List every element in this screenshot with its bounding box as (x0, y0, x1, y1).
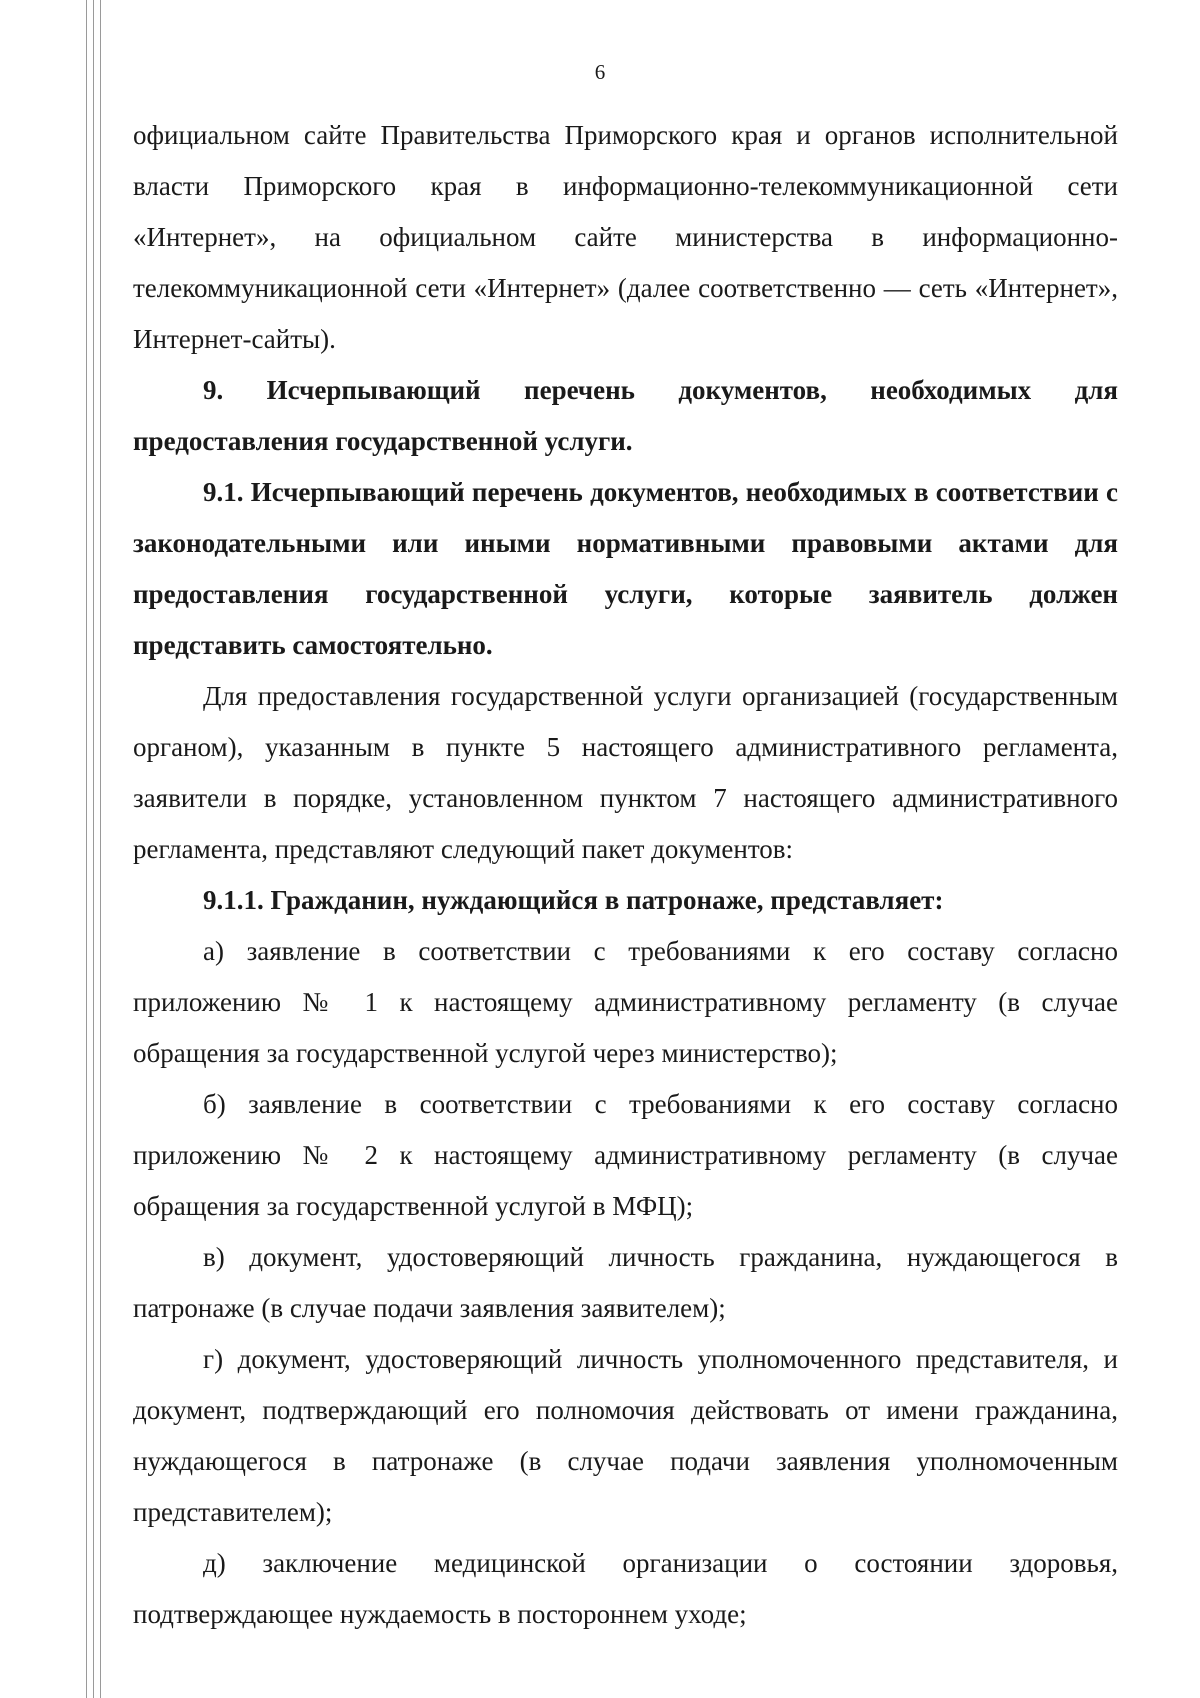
section-heading-9-1: 9.1. Исчерпывающий перечень документов, необходимых в соответствии с законодательными или иными нормативными правовыми актами для предоставления государственной услуги, которые заявитель должен представить самостоятельно. (133, 477, 1118, 660)
scan-edge-line-2 (93, 0, 94, 1698)
list-item-v: в) документ, удостоверяющий личность гражданина, нуждающегося в патронаже (в случае подачи заявления заявителем); (133, 1242, 1118, 1323)
list-item-b: б) заявление в соответствии с требованиями к его составу согласно приложению № 2 к настоящему административному регламенту (в случае обращения за государственной услугой в МФЦ); (133, 1089, 1118, 1221)
paragraph-continuation: официальном сайте Правительства Приморского края и органов исполнительной власти Приморского края в информационно-телекоммуникационной сети «Интернет», на официальном сайте министерства в информационно-телекоммуникационной сети «Интернет» (далее соответственно — сеть «Интернет», Интернет-сайты). (133, 120, 1118, 354)
paragraph-documents-package: Для предоставления государственной услуги организацией (государственным органом), указанным в пункте 5 настоящего административного регламента, заявители в порядке, установленном пунктом 7 настоящего административного регламента, представляют следующий пакет документов: (133, 681, 1118, 864)
document-body (133, 110, 1118, 1640)
list-item-d: д) заключение медицинской организации о состоянии здоровья, подтверждающее нуждаемость в постороннем уходе; (133, 1548, 1118, 1629)
scan-edge-line-1 (86, 0, 87, 1698)
page-number: 6 (594, 60, 606, 84)
list-item-g: г) документ, удостоверяющий личность уполномоченного представителя, и документ, подтверждающий его полномочия действовать от имени гражданина, нуждающегося в патронаже (в случае подачи заявления уполномоченным представителем); (133, 1344, 1118, 1527)
list-item-a: а) заявление в соответствии с требованиями к его составу согласно приложению № 1 к настоящему административному регламенту (в случае обращения за государственной услугой через министерство); (133, 936, 1118, 1068)
section-heading-9-1-1: 9.1.1. Гражданин, нуждающийся в патронаже, представляет: (203, 885, 944, 915)
section-heading-9: 9. Исчерпывающий перечень документов, необходимых для предоставления государственной услуги. (133, 375, 1118, 456)
scan-edge-line-3 (100, 0, 101, 1698)
